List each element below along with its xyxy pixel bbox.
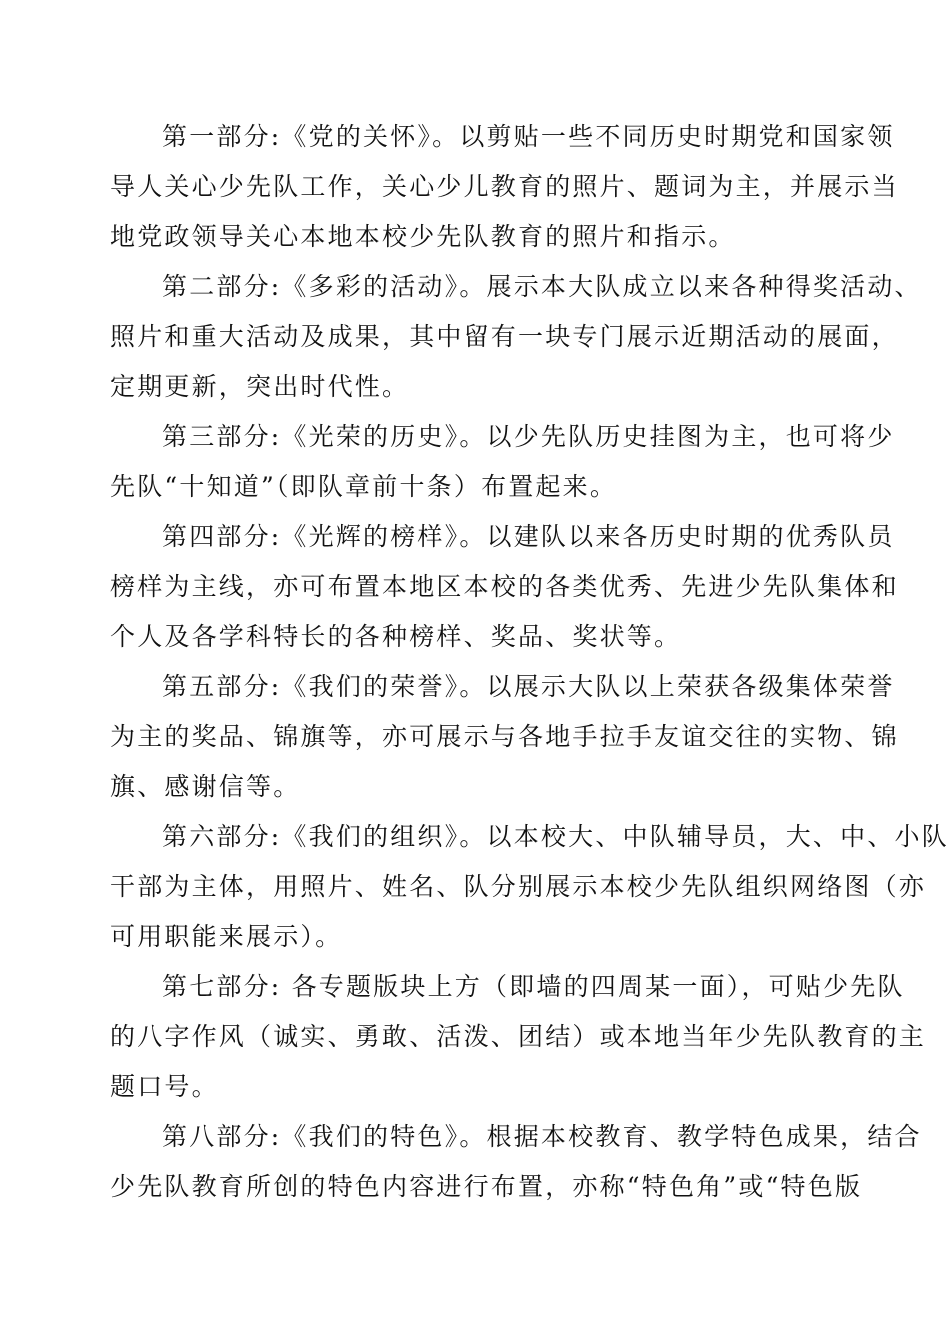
paragraph-part-1 xyxy=(110,112,899,262)
text-line: 照片和重大活动及成果，其中留有一块专门展示近期活动的展面， xyxy=(110,322,899,351)
text-line: 导人关心少先队工作，关心少儿教育的照片、题词为主，并展示当 xyxy=(110,172,899,201)
text-line: 第六部分:《我们的组织》。以本校大、中队辅导员，大、中、小队 xyxy=(162,822,949,851)
document-body xyxy=(110,112,949,1212)
paragraph-part-3 xyxy=(110,412,895,512)
paragraph-part-5 xyxy=(110,662,899,812)
text-line: 题口号。 xyxy=(110,1072,219,1101)
text-line: 第三部分:《光荣的历史》。以少先队历史挂图为主，也可将少 xyxy=(162,422,895,451)
text-line: 定期更新，突出时代性。 xyxy=(110,372,410,401)
text-line: 先队“十知道”（即队章前十条）布置起来。 xyxy=(110,472,618,501)
text-line: 可用职能来展示）。 xyxy=(110,922,343,951)
text-line: 少先队教育所创的特色内容进行布置，亦称“特色角”或“特色版 xyxy=(110,1172,863,1201)
paragraph-part-8 xyxy=(110,1112,922,1212)
paragraph-part-6 xyxy=(110,812,949,962)
text-line: 为主的奖品、锦旗等，亦可展示与各地手拉手友谊交往的实物、锦 xyxy=(110,722,899,751)
text-line: 的八字作风（诚实、勇敢、活泼、团结）或本地当年少先队教育的主 xyxy=(110,1022,927,1051)
text-line: 旗、感谢信等。 xyxy=(110,772,301,801)
text-line: 第五部分:《我们的荣誉》。以展示大队以上荣获各级集体荣誉 xyxy=(162,672,895,701)
text-line: 第二部分:《多彩的活动》。展示本大队成立以来各种得奖活动、 xyxy=(162,272,922,301)
paragraph-part-7 xyxy=(110,962,927,1112)
paragraph-part-2 xyxy=(110,262,922,412)
text-line: 榜样为主线，亦可布置本地区本校的各类优秀、先进少先队集体和 xyxy=(110,572,899,601)
text-line: 第七部分: 各专题版块上方（即墙的四周某一面），可贴少先队 xyxy=(162,972,905,1001)
text-line: 个人及各学科特长的各种榜样、奖品、奖状等。 xyxy=(110,622,682,651)
text-line: 干部为主体，用照片、姓名、队分别展示本校少先队组织网络图（亦 xyxy=(110,872,927,901)
text-line: 第八部分:《我们的特色》。根据本校教育、教学特色成果，结合 xyxy=(162,1122,922,1151)
text-line: 第一部分:《党的关怀》。以剪贴一些不同历史时期党和国家领 xyxy=(162,122,895,151)
text-line: 地党政领导关心本地本校少先队教育的照片和指示。 xyxy=(110,222,736,251)
text-line: 第四部分:《光辉的榜样》。以建队以来各历史时期的优秀队员 xyxy=(162,522,895,551)
paragraph-part-4 xyxy=(110,512,899,662)
